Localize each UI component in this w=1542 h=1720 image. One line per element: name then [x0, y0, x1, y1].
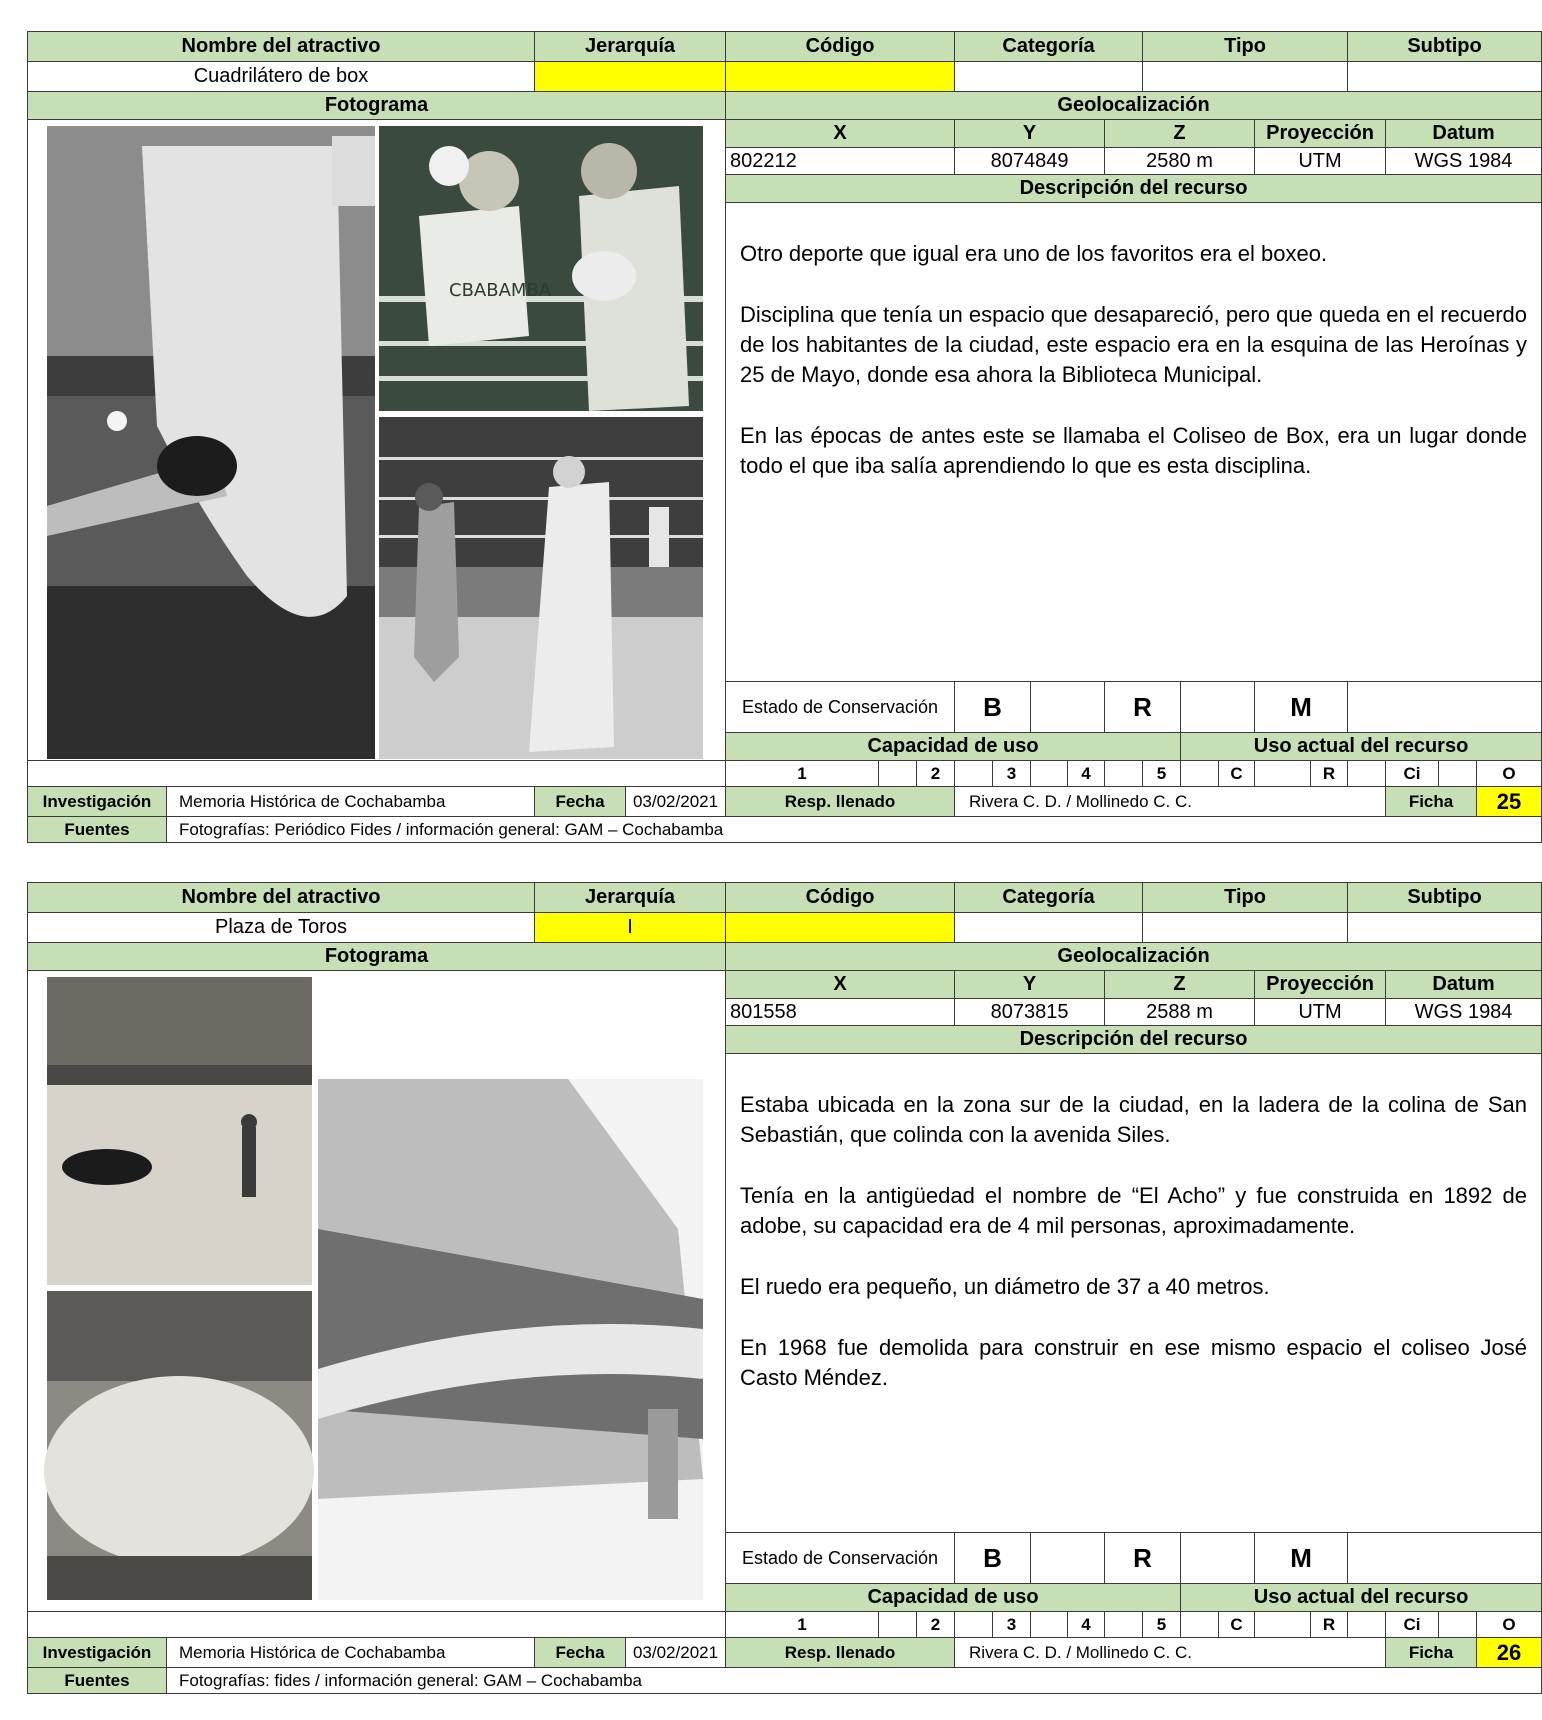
photo-bullring-stands	[318, 1079, 703, 1600]
estado-r-label: R	[1105, 1532, 1181, 1583]
investigacion-value: Memoria Histórica de Cochabamba	[167, 787, 535, 817]
subtipo-label: Subtipo	[1348, 32, 1542, 62]
tipo-label: Tipo	[1143, 32, 1348, 62]
categoria-label: Categoría	[955, 883, 1143, 913]
subtipo-value	[1348, 913, 1542, 943]
geolocalizacion-label: Geolocalización	[726, 92, 1542, 120]
nombre-value: Cuadrilátero de box	[28, 62, 535, 92]
ficha-card-2	[27, 882, 1528, 1690]
fuentes-label: Fuentes	[28, 817, 167, 843]
capacidad-1-value	[879, 1612, 917, 1638]
capacidad-1-value	[879, 761, 917, 787]
x-label: X	[726, 971, 955, 999]
photo-bullfight-arena	[47, 977, 312, 1285]
descripcion-paragraph: Estaba ubicada en la zona sur de la ciudad, en la ladera de la colina de San Sebastián, que colinda con la avenida Siles.	[740, 1092, 1528, 1148]
capacidad-3: 3	[993, 1612, 1031, 1638]
jerarquia-label: Jerarquía	[535, 883, 726, 913]
descripcion-paragraph: El ruedo era pequeño, un diámetro de 37 a 40 metros.	[740, 1274, 1270, 1300]
z-value: 2580 m	[1105, 147, 1255, 175]
descripcion-label: Descripción del recurso	[726, 1026, 1542, 1054]
proyeccion-value: UTM	[1255, 147, 1386, 175]
investigacion-label: Investigación	[28, 1638, 167, 1668]
resp-label: Resp. llenado	[726, 1638, 955, 1668]
nombre-label: Nombre del atractivo	[28, 883, 535, 913]
categoria-value	[955, 913, 1143, 943]
nombre-label: Nombre del atractivo	[28, 32, 535, 62]
uso-o: O	[1477, 761, 1542, 787]
resp-value: Rivera C. D. / Mollinedo C. C.	[955, 787, 1386, 817]
y-value: 8074849	[955, 147, 1105, 175]
investigacion-label: Investigación	[28, 787, 167, 817]
descripcion-paragraph: Tenía en la antigüedad el nombre de “El Acho” y fue construida en 1892 de adobe, su capacidad era de 4 mil personas, aproximadamente.	[740, 1183, 1528, 1239]
fotograma-area	[28, 120, 726, 761]
capacidad-5-value	[1181, 761, 1219, 787]
uso-ci: Ci	[1386, 761, 1439, 787]
tipo-value	[1143, 62, 1348, 92]
codigo-value	[726, 913, 955, 943]
uso-ci: Ci	[1386, 1612, 1439, 1638]
estado-label: Estado de Conservación	[726, 681, 955, 732]
jerarquia-label: Jerarquía	[535, 32, 726, 62]
uso-r: R	[1311, 1612, 1348, 1638]
capacidad-1: 1	[726, 1612, 879, 1638]
codigo-value	[726, 62, 955, 92]
codigo-label: Código	[726, 32, 955, 62]
fotograma-label: Fotograma	[28, 92, 726, 120]
estado-m-value	[1348, 1532, 1542, 1583]
uso-c-value	[1255, 1612, 1311, 1638]
descripcion-paragraph: En 1968 fue demolida para construir en ese mismo espacio el coliseo José Casto Méndez.	[740, 1335, 1528, 1391]
descripcion-text	[726, 203, 1542, 682]
z-label: Z	[1105, 971, 1255, 999]
photo-punching-bag	[47, 126, 375, 759]
resp-value: Rivera C. D. / Mollinedo C. C.	[955, 1638, 1386, 1668]
estado-m-label: M	[1255, 1532, 1348, 1583]
x-value: 801558	[726, 998, 955, 1026]
z-label: Z	[1105, 120, 1255, 148]
proyeccion-value: UTM	[1255, 998, 1386, 1026]
proyeccion-label: Proyección	[1255, 120, 1386, 148]
capacidad-2-value	[955, 1612, 993, 1638]
estado-r-label: R	[1105, 681, 1181, 732]
codigo-label: Código	[726, 883, 955, 913]
fecha-value: 03/02/2021	[626, 787, 726, 817]
uso-r-value	[1348, 1612, 1386, 1638]
categoria-label: Categoría	[955, 32, 1143, 62]
uso-c: C	[1219, 761, 1255, 787]
estado-b-label: B	[955, 681, 1031, 732]
y-value: 8073815	[955, 998, 1105, 1026]
fotograma-area	[28, 971, 726, 1612]
svg-text:CBABAMBA: CBABAMBA	[449, 280, 552, 301]
datum-label: Datum	[1386, 120, 1542, 148]
photo-boxers-fighting	[379, 126, 703, 411]
ficha-label: Ficha	[1386, 1638, 1477, 1668]
descripcion-paragraph: Disciplina que tenía un espacio que desapareció, pero que queda en el recuerdo de los habitantes de la ciudad, este espacio era en la esquina de las Heroínas y 25 de Mayo, donde esa ahora la Biblioteca Municipal.	[740, 302, 1528, 388]
y-label: Y	[955, 120, 1105, 148]
estado-r-value	[1181, 681, 1255, 732]
datum-value: WGS 1984	[1386, 147, 1542, 175]
estado-m-label: M	[1255, 681, 1348, 732]
photo-boxing-match	[379, 417, 703, 759]
uso-c-value	[1255, 761, 1311, 787]
investigacion-value: Memoria Histórica de Cochabamba	[167, 1638, 535, 1668]
subtipo-value	[1348, 62, 1542, 92]
y-label: Y	[955, 971, 1105, 999]
geolocalizacion-label: Geolocalización	[726, 943, 1542, 971]
estado-m-value	[1348, 681, 1542, 732]
jerarquia-value: I	[535, 913, 726, 943]
capacidad-2: 2	[917, 1612, 955, 1638]
x-value: 802212	[726, 147, 955, 175]
capacidad-3: 3	[993, 761, 1031, 787]
capacidad-4-value	[1105, 1612, 1143, 1638]
fotograma-bottom	[28, 761, 726, 787]
nombre-value: Plaza de Toros	[28, 913, 535, 943]
photo-bullring-aerial	[47, 1291, 312, 1600]
fecha-label: Fecha	[535, 1638, 626, 1668]
z-value: 2588 m	[1105, 998, 1255, 1026]
uso-ci-value	[1439, 761, 1477, 787]
uso-r: R	[1311, 761, 1348, 787]
categoria-value	[955, 62, 1143, 92]
capacidad-5: 5	[1143, 1612, 1181, 1638]
capacidad-label: Capacidad de uso	[726, 733, 1181, 761]
jerarquia-value	[535, 62, 726, 92]
datum-label: Datum	[1386, 971, 1542, 999]
estado-label: Estado de Conservación	[726, 1532, 955, 1583]
ficha-label: Ficha	[1386, 787, 1477, 817]
capacidad-3-value	[1031, 1612, 1068, 1638]
fecha-value: 03/02/2021	[626, 1638, 726, 1668]
estado-r-value	[1181, 1532, 1255, 1583]
subtipo-label: Subtipo	[1348, 883, 1542, 913]
estado-b-value	[1031, 681, 1105, 732]
fotograma-bottom	[28, 1612, 726, 1638]
capacidad-5-value	[1181, 1612, 1219, 1638]
capacidad-4-value	[1105, 761, 1143, 787]
ficha-value: 26	[1477, 1638, 1542, 1668]
tipo-value	[1143, 913, 1348, 943]
capacidad-4: 4	[1068, 1612, 1105, 1638]
uso-ci-value	[1439, 1612, 1477, 1638]
uso-actual-label: Uso actual del recurso	[1181, 733, 1542, 761]
estado-b-label: B	[955, 1532, 1031, 1583]
proyeccion-label: Proyección	[1255, 971, 1386, 999]
capacidad-1: 1	[726, 761, 879, 787]
tipo-label: Tipo	[1143, 883, 1348, 913]
descripcion-text	[726, 1054, 1542, 1533]
estado-b-value	[1031, 1532, 1105, 1583]
capacidad-2-value	[955, 761, 993, 787]
uso-r-value	[1348, 761, 1386, 787]
fecha-label: Fecha	[535, 787, 626, 817]
descripcion-label: Descripción del recurso	[726, 175, 1542, 203]
capacidad-5: 5	[1143, 761, 1181, 787]
fuentes-value: Fotografías: fides / información general: GAM – Cochabamba	[167, 1668, 1542, 1694]
capacidad-label: Capacidad de uso	[726, 1584, 1181, 1612]
fuentes-label: Fuentes	[28, 1668, 167, 1694]
fuentes-value: Fotografías: Periódico Fides / información general: GAM – Cochabamba	[167, 817, 1542, 843]
ficha-card-1	[27, 31, 1528, 839]
datum-value: WGS 1984	[1386, 998, 1542, 1026]
uso-o: O	[1477, 1612, 1542, 1638]
capacidad-2: 2	[917, 761, 955, 787]
capacidad-3-value	[1031, 761, 1068, 787]
capacidad-4: 4	[1068, 761, 1105, 787]
ficha-value: 25	[1477, 787, 1542, 817]
resp-label: Resp. llenado	[726, 787, 955, 817]
descripcion-paragraph: Otro deporte que igual era uno de los favoritos era el boxeo.	[740, 241, 1328, 267]
uso-c: C	[1219, 1612, 1255, 1638]
uso-actual-label: Uso actual del recurso	[1181, 1584, 1542, 1612]
x-label: X	[726, 120, 955, 148]
fotograma-label: Fotograma	[28, 943, 726, 971]
descripcion-paragraph: En las épocas de antes este se llamaba el Coliseo de Box, era un lugar donde todo el que iba salía aprendiendo lo que es esta disciplina.	[740, 423, 1528, 479]
